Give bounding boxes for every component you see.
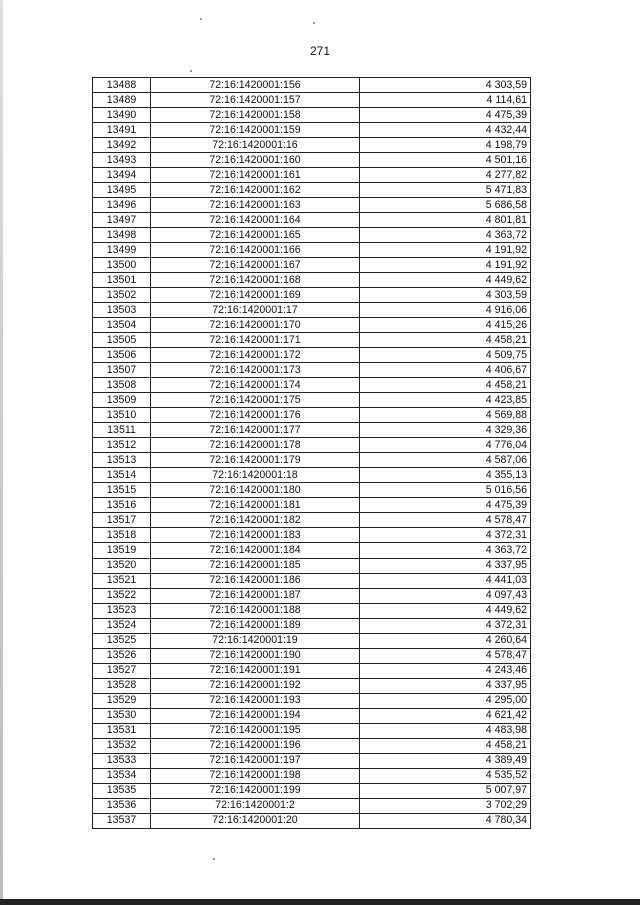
row-number-cell: 13530 bbox=[93, 708, 151, 723]
table-row bbox=[93, 498, 531, 513]
row-number-cell: 13523 bbox=[93, 603, 151, 618]
row-number-cell: 13535 bbox=[93, 783, 151, 798]
cadastral-number-cell: 72:16:1420001:158 bbox=[151, 108, 360, 123]
table-row bbox=[93, 753, 531, 768]
cadastral-number-cell: 72:16:1420001:167 bbox=[151, 258, 360, 273]
row-number-cell: 13510 bbox=[93, 408, 151, 423]
area-cell: 4 191,92 bbox=[360, 258, 531, 273]
area-cell: 3 702,29 bbox=[360, 798, 531, 813]
area-cell: 4 337,95 bbox=[360, 558, 531, 573]
table-row bbox=[93, 378, 531, 393]
table-body bbox=[93, 78, 531, 829]
scan-speck bbox=[190, 70, 192, 72]
table-row bbox=[93, 558, 531, 573]
area-cell: 4 475,39 bbox=[360, 108, 531, 123]
row-number-cell: 13498 bbox=[93, 228, 151, 243]
area-cell: 4 509,75 bbox=[360, 348, 531, 363]
cadastral-number-cell: 72:16:1420001:162 bbox=[151, 183, 360, 198]
row-number-cell: 13536 bbox=[93, 798, 151, 813]
area-cell: 4 483,98 bbox=[360, 723, 531, 738]
area-cell: 4 295,00 bbox=[360, 693, 531, 708]
area-cell: 4 423,85 bbox=[360, 393, 531, 408]
table-row bbox=[93, 603, 531, 618]
area-cell: 4 535,52 bbox=[360, 768, 531, 783]
row-number-cell: 13529 bbox=[93, 693, 151, 708]
row-number-cell: 13528 bbox=[93, 678, 151, 693]
table-row bbox=[93, 393, 531, 408]
row-number-cell: 13499 bbox=[93, 243, 151, 258]
row-number-cell: 13514 bbox=[93, 468, 151, 483]
row-number-cell: 13505 bbox=[93, 333, 151, 348]
table-row bbox=[93, 783, 531, 798]
table-row bbox=[93, 573, 531, 588]
table-row bbox=[93, 258, 531, 273]
row-number-cell: 13494 bbox=[93, 168, 151, 183]
cadastral-number-cell: 72:16:1420001:160 bbox=[151, 153, 360, 168]
table-row bbox=[93, 93, 531, 108]
cadastral-number-cell: 72:16:1420001:179 bbox=[151, 453, 360, 468]
row-number-cell: 13533 bbox=[93, 753, 151, 768]
row-number-cell: 13500 bbox=[93, 258, 151, 273]
row-number-cell: 13515 bbox=[93, 483, 151, 498]
table-row bbox=[93, 423, 531, 438]
table-row bbox=[93, 183, 531, 198]
table-row bbox=[93, 408, 531, 423]
area-cell: 5 686,58 bbox=[360, 198, 531, 213]
area-cell: 4 916,06 bbox=[360, 303, 531, 318]
table-row bbox=[93, 483, 531, 498]
scan-speck bbox=[200, 18, 202, 20]
table-row bbox=[93, 528, 531, 543]
area-cell: 4 801,81 bbox=[360, 213, 531, 228]
row-number-cell: 13488 bbox=[93, 78, 151, 93]
area-cell: 4 372,31 bbox=[360, 528, 531, 543]
cadastral-number-cell: 72:16:1420001:191 bbox=[151, 663, 360, 678]
table-row bbox=[93, 543, 531, 558]
row-number-cell: 13492 bbox=[93, 138, 151, 153]
row-number-cell: 13504 bbox=[93, 318, 151, 333]
area-cell: 4 329,36 bbox=[360, 423, 531, 438]
table-row bbox=[93, 618, 531, 633]
row-number-cell: 13491 bbox=[93, 123, 151, 138]
cadastral-number-cell: 72:16:1420001:184 bbox=[151, 543, 360, 558]
table-row bbox=[93, 438, 531, 453]
area-cell: 4 578,47 bbox=[360, 513, 531, 528]
cadastral-number-cell: 72:16:1420001:16 bbox=[151, 138, 360, 153]
cadastral-number-cell: 72:16:1420001:194 bbox=[151, 708, 360, 723]
area-cell: 4 337,95 bbox=[360, 678, 531, 693]
cadastral-number-cell: 72:16:1420001:163 bbox=[151, 198, 360, 213]
cadastral-number-cell: 72:16:1420001:189 bbox=[151, 618, 360, 633]
cadastral-number-cell: 72:16:1420001:19 bbox=[151, 633, 360, 648]
cadastral-number-cell: 72:16:1420001:197 bbox=[151, 753, 360, 768]
cadastral-number-cell: 72:16:1420001:159 bbox=[151, 123, 360, 138]
row-number-cell: 13489 bbox=[93, 93, 151, 108]
cadastral-number-cell: 72:16:1420001:196 bbox=[151, 738, 360, 753]
table-row bbox=[93, 588, 531, 603]
area-cell: 4 303,59 bbox=[360, 288, 531, 303]
row-number-cell: 13526 bbox=[93, 648, 151, 663]
row-number-cell: 13537 bbox=[93, 813, 151, 828]
table-row bbox=[93, 693, 531, 708]
table-row bbox=[93, 198, 531, 213]
table-row bbox=[93, 708, 531, 723]
cadastral-number-cell: 72:16:1420001:174 bbox=[151, 378, 360, 393]
cadastral-number-cell: 72:16:1420001:157 bbox=[151, 93, 360, 108]
row-number-cell: 13503 bbox=[93, 303, 151, 318]
row-number-cell: 13508 bbox=[93, 378, 151, 393]
area-cell: 4 389,49 bbox=[360, 753, 531, 768]
row-number-cell: 13490 bbox=[93, 108, 151, 123]
area-cell: 5 471,83 bbox=[360, 183, 531, 198]
table-row bbox=[93, 363, 531, 378]
cadastral-number-cell: 72:16:1420001:183 bbox=[151, 528, 360, 543]
row-number-cell: 13497 bbox=[93, 213, 151, 228]
cadastral-number-cell: 72:16:1420001:180 bbox=[151, 483, 360, 498]
area-cell: 4 569,88 bbox=[360, 408, 531, 423]
area-cell: 4 449,62 bbox=[360, 603, 531, 618]
table-row bbox=[93, 228, 531, 243]
area-cell: 4 449,62 bbox=[360, 273, 531, 288]
area-cell: 4 432,44 bbox=[360, 123, 531, 138]
table-row bbox=[93, 633, 531, 648]
row-number-cell: 13524 bbox=[93, 618, 151, 633]
area-cell: 4 587,06 bbox=[360, 453, 531, 468]
cadastral-number-cell: 72:16:1420001:20 bbox=[151, 813, 360, 828]
table-row bbox=[93, 513, 531, 528]
row-number-cell: 13516 bbox=[93, 498, 151, 513]
area-cell: 4 372,31 bbox=[360, 618, 531, 633]
cadastral-number-cell: 72:16:1420001:165 bbox=[151, 228, 360, 243]
table-row bbox=[93, 798, 531, 813]
cadastral-number-cell: 72:16:1420001:17 bbox=[151, 303, 360, 318]
row-number-cell: 13501 bbox=[93, 273, 151, 288]
cadastral-number-cell: 72:16:1420001:168 bbox=[151, 273, 360, 288]
row-number-cell: 13517 bbox=[93, 513, 151, 528]
cadastral-number-cell: 72:16:1420001:2 bbox=[151, 798, 360, 813]
cadastral-number-cell: 72:16:1420001:198 bbox=[151, 768, 360, 783]
cadastral-number-cell: 72:16:1420001:156 bbox=[151, 78, 360, 93]
row-number-cell: 13518 bbox=[93, 528, 151, 543]
row-number-cell: 13509 bbox=[93, 393, 151, 408]
row-number-cell: 13502 bbox=[93, 288, 151, 303]
area-cell: 4 097,43 bbox=[360, 588, 531, 603]
cadastral-number-cell: 72:16:1420001:164 bbox=[151, 213, 360, 228]
area-cell: 4 406,67 bbox=[360, 363, 531, 378]
table-row bbox=[93, 813, 531, 828]
row-number-cell: 13520 bbox=[93, 558, 151, 573]
cadastral-number-cell: 72:16:1420001:187 bbox=[151, 588, 360, 603]
area-cell: 4 363,72 bbox=[360, 228, 531, 243]
row-number-cell: 13525 bbox=[93, 633, 151, 648]
area-cell: 4 260,64 bbox=[360, 633, 531, 648]
table-row bbox=[93, 288, 531, 303]
table-row bbox=[93, 738, 531, 753]
cadastral-number-cell: 72:16:1420001:171 bbox=[151, 333, 360, 348]
cadastral-number-cell: 72:16:1420001:182 bbox=[151, 513, 360, 528]
table-row bbox=[93, 468, 531, 483]
cadastral-number-cell: 72:16:1420001:169 bbox=[151, 288, 360, 303]
row-number-cell: 13493 bbox=[93, 153, 151, 168]
table-row bbox=[93, 663, 531, 678]
area-cell: 4 355,13 bbox=[360, 468, 531, 483]
area-cell: 5 007,97 bbox=[360, 783, 531, 798]
table-row bbox=[93, 153, 531, 168]
row-number-cell: 13496 bbox=[93, 198, 151, 213]
cadastral-number-cell: 72:16:1420001:186 bbox=[151, 573, 360, 588]
cadastral-number-cell: 72:16:1420001:18 bbox=[151, 468, 360, 483]
cadastral-number-cell: 72:16:1420001:190 bbox=[151, 648, 360, 663]
area-cell: 4 363,72 bbox=[360, 543, 531, 558]
scan-left-edge bbox=[0, 0, 3, 905]
area-cell: 4 776,04 bbox=[360, 438, 531, 453]
cadastral-table bbox=[92, 77, 531, 829]
table-row bbox=[93, 108, 531, 123]
area-cell: 4 475,39 bbox=[360, 498, 531, 513]
area-cell: 4 621,42 bbox=[360, 708, 531, 723]
table-row bbox=[93, 213, 531, 228]
table-row bbox=[93, 768, 531, 783]
cadastral-number-cell: 72:16:1420001:161 bbox=[151, 168, 360, 183]
table-row bbox=[93, 303, 531, 318]
area-cell: 4 303,59 bbox=[360, 78, 531, 93]
row-number-cell: 13519 bbox=[93, 543, 151, 558]
table-row bbox=[93, 723, 531, 738]
scan-bottom-edge bbox=[0, 899, 640, 905]
cadastral-number-cell: 72:16:1420001:166 bbox=[151, 243, 360, 258]
cadastral-number-cell: 72:16:1420001:173 bbox=[151, 363, 360, 378]
table-row bbox=[93, 453, 531, 468]
cadastral-number-cell: 72:16:1420001:170 bbox=[151, 318, 360, 333]
page-number: 271 bbox=[309, 44, 331, 58]
row-number-cell: 13513 bbox=[93, 453, 151, 468]
row-number-cell: 13534 bbox=[93, 768, 151, 783]
table-row bbox=[93, 168, 531, 183]
area-cell: 5 016,56 bbox=[360, 483, 531, 498]
row-number-cell: 13531 bbox=[93, 723, 151, 738]
cadastral-number-cell: 72:16:1420001:192 bbox=[151, 678, 360, 693]
row-number-cell: 13527 bbox=[93, 663, 151, 678]
cadastral-number-cell: 72:16:1420001:178 bbox=[151, 438, 360, 453]
area-cell: 4 243,46 bbox=[360, 663, 531, 678]
row-number-cell: 13495 bbox=[93, 183, 151, 198]
cadastral-number-cell: 72:16:1420001:172 bbox=[151, 348, 360, 363]
table-row bbox=[93, 333, 531, 348]
area-cell: 4 441,03 bbox=[360, 573, 531, 588]
table-row bbox=[93, 243, 531, 258]
table-row bbox=[93, 123, 531, 138]
row-number-cell: 13521 bbox=[93, 573, 151, 588]
row-number-cell: 13512 bbox=[93, 438, 151, 453]
area-cell: 4 415,26 bbox=[360, 318, 531, 333]
area-cell: 4 277,82 bbox=[360, 168, 531, 183]
area-cell: 4 458,21 bbox=[360, 378, 531, 393]
area-cell: 4 780,34 bbox=[360, 813, 531, 828]
area-cell: 4 458,21 bbox=[360, 738, 531, 753]
cadastral-number-cell: 72:16:1420001:177 bbox=[151, 423, 360, 438]
area-cell: 4 501,16 bbox=[360, 153, 531, 168]
area-cell: 4 578,47 bbox=[360, 648, 531, 663]
table-row bbox=[93, 678, 531, 693]
row-number-cell: 13522 bbox=[93, 588, 151, 603]
scan-speck bbox=[313, 22, 315, 24]
table-row bbox=[93, 138, 531, 153]
table-row bbox=[93, 318, 531, 333]
area-cell: 4 458,21 bbox=[360, 333, 531, 348]
table-row bbox=[93, 78, 531, 93]
area-cell: 4 198,79 bbox=[360, 138, 531, 153]
row-number-cell: 13532 bbox=[93, 738, 151, 753]
table-row bbox=[93, 273, 531, 288]
table-row bbox=[93, 648, 531, 663]
cadastral-number-cell: 72:16:1420001:195 bbox=[151, 723, 360, 738]
row-number-cell: 13507 bbox=[93, 363, 151, 378]
cadastral-number-cell: 72:16:1420001:188 bbox=[151, 603, 360, 618]
cadastral-number-cell: 72:16:1420001:199 bbox=[151, 783, 360, 798]
area-cell: 4 191,92 bbox=[360, 243, 531, 258]
cadastral-number-cell: 72:16:1420001:193 bbox=[151, 693, 360, 708]
cadastral-number-cell: 72:16:1420001:181 bbox=[151, 498, 360, 513]
row-number-cell: 13506 bbox=[93, 348, 151, 363]
table-row bbox=[93, 348, 531, 363]
area-cell: 4 114,61 bbox=[360, 93, 531, 108]
cadastral-number-cell: 72:16:1420001:176 bbox=[151, 408, 360, 423]
cadastral-number-cell: 72:16:1420001:175 bbox=[151, 393, 360, 408]
row-number-cell: 13511 bbox=[93, 423, 151, 438]
cadastral-number-cell: 72:16:1420001:185 bbox=[151, 558, 360, 573]
scan-speck bbox=[213, 858, 215, 860]
